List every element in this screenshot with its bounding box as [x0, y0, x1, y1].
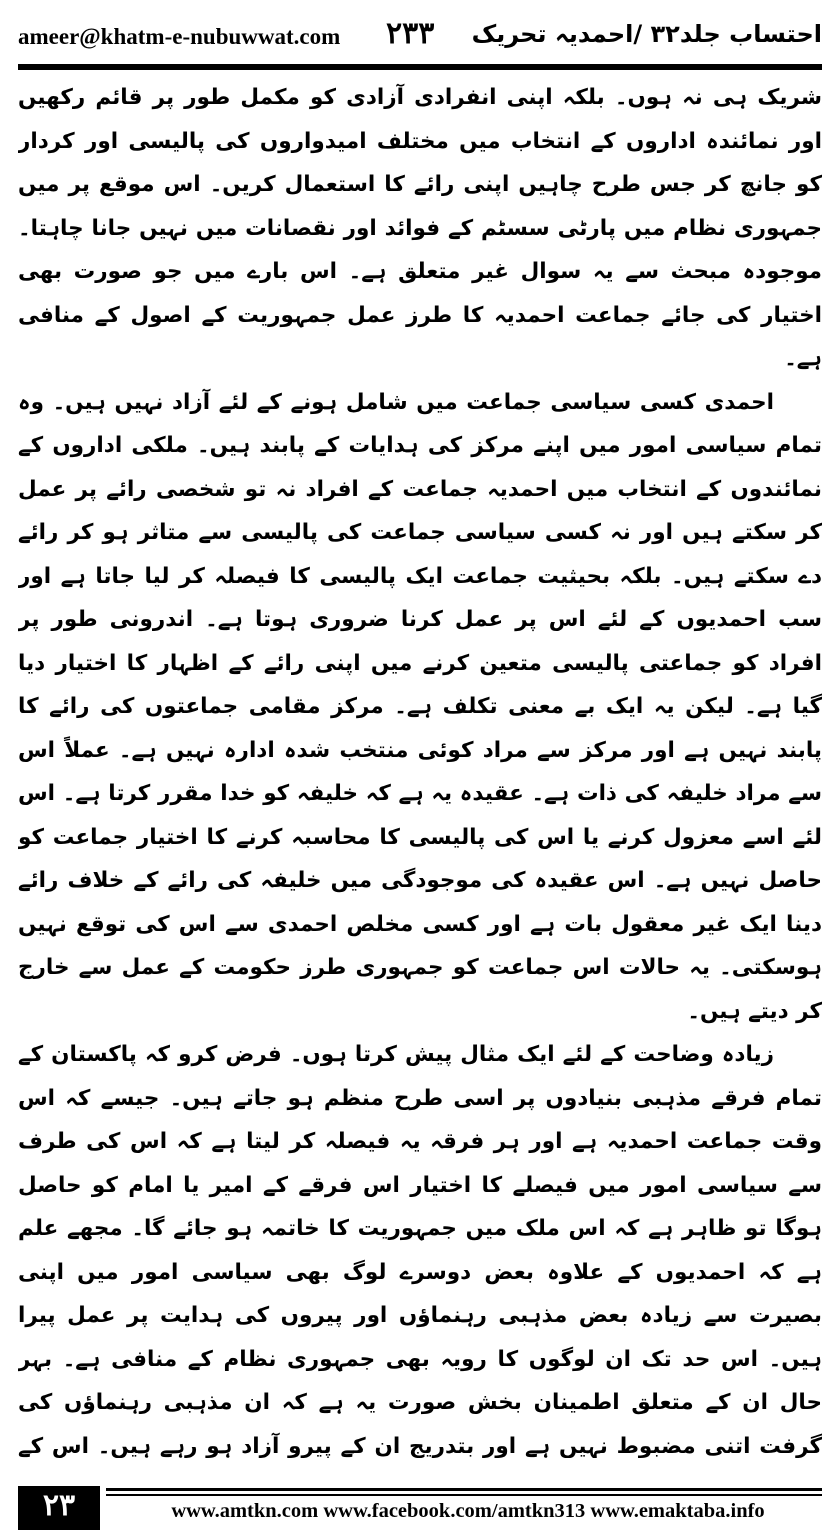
header-email[interactable]: ameer@khatm-e-nubuwwat.com: [18, 24, 341, 49]
footer-page-number: ۲۳: [18, 1486, 100, 1530]
footer-rule-thin: [106, 1494, 822, 1496]
footer-rule: [106, 1488, 822, 1491]
paragraph: شریک ہی نہ ہوں۔ بلکہ اپنی انفرادی آزادی کو مکمل طور پر قائم رکھیں اور نمائندہ اداروں کے انتخاب میں مختلف امیدواروں کی پالیسی اور کردار کو جانچ کر جس طرح چاہیں اپنی رائے کا استعمال کریں۔ اس موقع پر میں جمہوری نظام میں پارٹی سسٹم کے فوائد اور نقصانات میں نہیں جانا چاہتا۔ موجودہ مبحث سے یہ سوال غیر متعلق ہے۔ اس بارے میں جو صورت بھی اختیار کی جائے جماعت احمدیہ کا طرز عمل جمہوریت کے اصول کے منافی ہے۔: [18, 85, 822, 371]
page-footer: [18, 1486, 822, 1530]
header-page-number: ۲۳۳: [386, 16, 435, 51]
header-rule: [18, 64, 822, 70]
page-header: [18, 18, 822, 56]
paragraph: احمدی کسی سیاسی جماعت میں شامل ہونے کے لئے آزاد نہیں ہیں۔ وہ تمام سیاسی امور میں اپنے مرکز کی ہدایات کے پابند ہیں۔ ملکی اداروں کے نمائندوں کے انتخاب میں احمدیہ جماعت کے افراد نہ تو شخصی رائے پر عمل کر سکتے ہیں اور نہ کسی سیاسی جماعت کی پالیسی سے متاثر ہو کر رائے دے سکتے ہیں۔ بلکہ بحیثیت جماعت ایک پالیسی کا فیصلہ کر لیا جاتا ہے اور سب احمدیوں کے لئے اس پر عمل کرنا ضروری ہوتا ہے۔ اندرونی طور پر افراد کو جماعتی پالیسی متعین کرنے میں اپنی رائے کے اظہار کا اختیار دیا گیا ہے۔ لیکن یہ ایک بے معنی تکلف ہے۔ مرکز مقامی جماعتوں کی رائے کا پابند نہیں ہے اور مرکز سے مراد کوئی منتخب شدہ ادارہ نہیں ہے۔ عملاً اس سے مراد خلیفہ کی ذات ہے۔ عقیدہ یہ ہے کہ خلیفہ کو خدا مقرر کرتا ہے۔ اس لئے اسے معزول کرنے یا اس کی پالیسی کا محاسبہ کرنے کا اختیار جماعت کو حاصل نہیں ہے۔ اس عقیدہ کی موجودگی میں خلیفہ کی رائے کے خلاف رائے دینا ایک غیر معقول بات ہے اور کسی مخلص احمدی سے اس کی توقع نہیں ہوسکتی۔ یہ حالات اس جماعت کو جمہوری طرز حکومت کے عمل سے خارج کر دیتے ہیں۔: [18, 389, 822, 1024]
footer-website-links[interactable]: www.amtkn.com www.facebook.com/amtkn313 www.emaktaba.info: [171, 1500, 765, 1522]
paragraph: زیادہ وضاحت کے لئے ایک مثال پیش کرتا ہوں۔ فرض کرو کہ پاکستان کے تمام فرقے مذہبی بنیادوں پر اسی طرح منظم ہو جاتے ہیں۔ جیسے کہ اس وقت جماعت احمدیہ ہے اور ہر فرقہ یہ فیصلہ کر لیتا ہے کہ اس کی طرف سے سیاسی امور میں فیصلے کا اختیار اس فرقے کے امیر یا امام کو حاصل ہوگا تو ظاہر ہے کہ اس ملک میں جمہوریت کا خاتمہ ہو جائے گا۔ مجھے علم ہے کہ احمدیوں کے علاوہ بعض دوسرے لوگ بھی سیاسی امور میں اپنی بصیرت سے زیادہ بعض مذہبی رہنماؤں اور پیروں کی ہدایت پر عمل پیرا ہیں۔ اس حد تک ان لوگوں کا رویہ بھی جمہوری نظام کے منافی ہے۔ بہر حال ان کے متعلق اطمینان بخش صورت یہ ہے کہ ان مذہبی رہنماؤں کی گرفت اتنی مضبوط نہیں ہے اور بتدریج ان کے پیرو آزاد ہو رہے ہیں۔ اس کے: [18, 1042, 822, 1458]
body-text: [18, 76, 822, 1458]
header-book-title: احتساب جلد۳۲ /احمدیہ تحریک: [471, 20, 822, 48]
